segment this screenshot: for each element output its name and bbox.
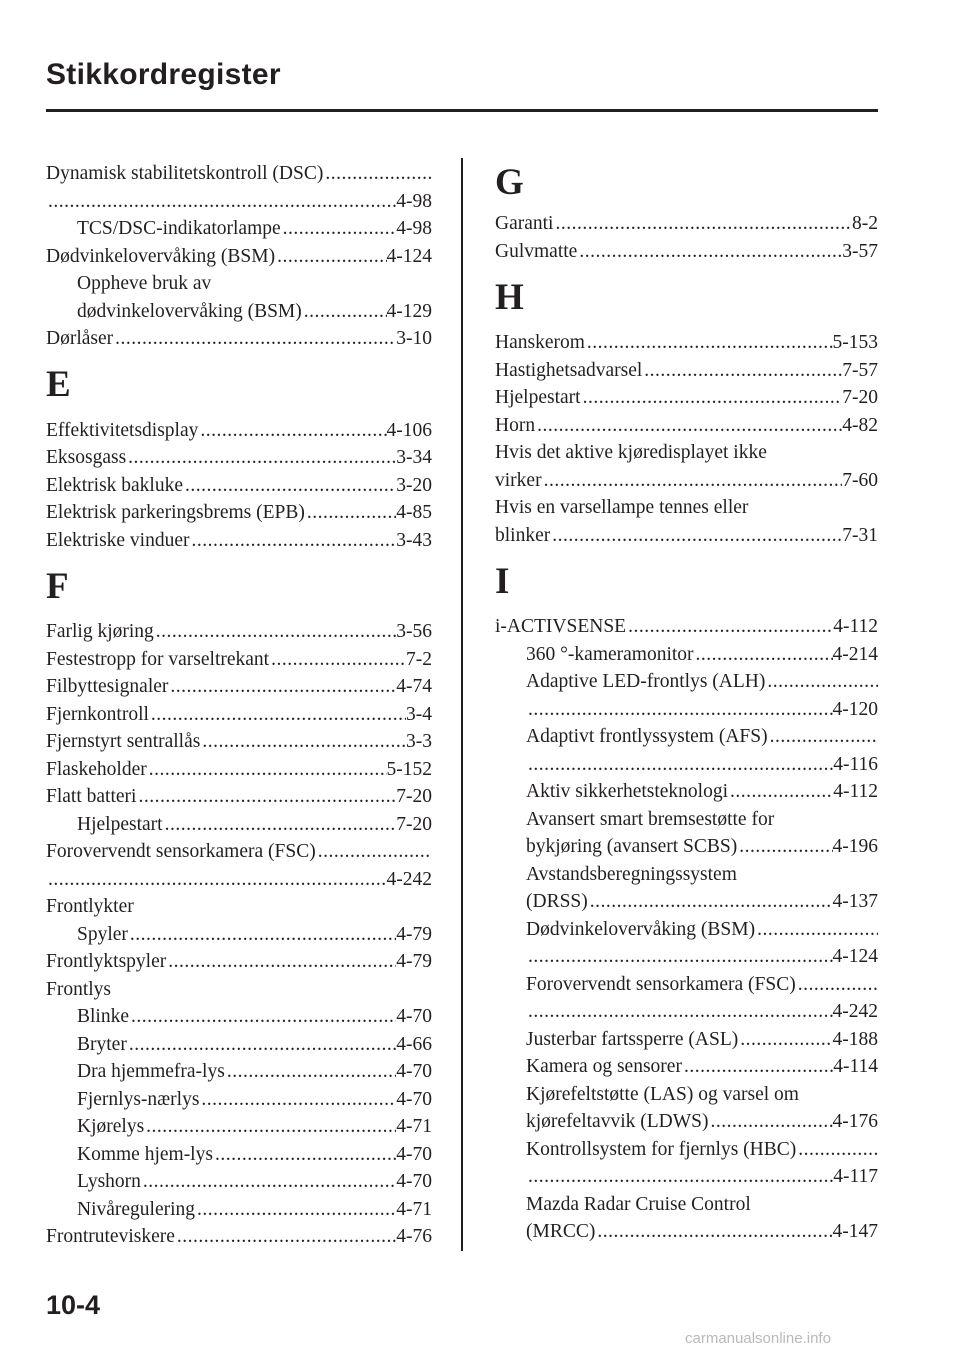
page-reference: 4-70	[396, 1006, 432, 1027]
index-column-left	[46, 160, 432, 1251]
dot-leader	[163, 811, 397, 839]
index-subentry	[495, 778, 878, 806]
index-subentry	[495, 861, 878, 889]
index-entry	[46, 646, 432, 674]
page-reference: 4-79	[396, 923, 432, 945]
dot-leader	[577, 238, 842, 266]
index-entry	[46, 325, 432, 353]
index-subentry	[46, 811, 432, 839]
index-term: (MRCC)	[526, 1221, 596, 1242]
page-reference: 3-10	[396, 328, 432, 349]
index-entry	[46, 728, 432, 756]
index-term: Hanskerom	[495, 332, 585, 353]
index-entry	[46, 756, 432, 784]
index-entry	[46, 527, 432, 555]
index-term: Forovervendt sensorkamera (FSC)	[526, 973, 796, 995]
index-entry	[495, 210, 878, 238]
dot-leader	[281, 215, 397, 243]
index-letter-heading: I	[495, 560, 510, 602]
dot-leader	[316, 838, 432, 866]
index-subentry	[46, 921, 432, 949]
page-reference: 7-31	[842, 524, 878, 546]
dot-leader	[183, 472, 396, 500]
dot-leader	[738, 1026, 832, 1054]
index-entry	[46, 948, 432, 976]
index-subentry	[495, 833, 878, 861]
index-entry	[46, 893, 432, 921]
index-term: Frontlyktspyler	[46, 951, 167, 972]
index-term: Hvis en varsellampe tennes eller	[495, 497, 749, 518]
index-term: Forovervendt sensorkamera (FSC)	[46, 841, 316, 862]
page-reference: 4-74	[396, 676, 432, 697]
index-subentry	[495, 641, 878, 669]
index-subentry	[46, 1003, 432, 1031]
index-subentry	[495, 1218, 878, 1246]
index-entry	[46, 673, 432, 701]
index-entry	[495, 412, 878, 440]
index-term: Dynamisk stabilitetskontroll (DSC)	[46, 163, 324, 184]
index-term: Frontlys	[46, 978, 112, 1000]
index-entry	[46, 1223, 432, 1251]
index-term: bykjøring (avansert SCBS)	[526, 836, 738, 857]
page-reference: 4-98	[396, 190, 432, 212]
page-reference: 4-106	[386, 419, 432, 441]
dot-leader	[275, 243, 386, 271]
page-reference: 3-20	[396, 474, 432, 496]
dot-leader	[737, 833, 832, 861]
page-reference: 3-57	[842, 240, 878, 262]
dot-leader	[526, 751, 833, 779]
dot-leader	[595, 1218, 832, 1246]
index-term: Fjernkontroll	[46, 703, 149, 725]
dot-leader	[149, 701, 406, 729]
page-reference: 7-20	[842, 387, 878, 408]
index-subentry	[495, 943, 878, 971]
page-reference: 7-57	[842, 359, 878, 381]
page-reference: 4-124	[386, 245, 432, 267]
index-term: Oppheve bruk av	[77, 273, 212, 294]
index-term: Effektivitetsdisplay	[46, 419, 199, 441]
index-entry	[46, 444, 432, 472]
dot-leader	[305, 499, 396, 527]
page-reference: 4-71	[396, 1198, 432, 1220]
index-term: Kamera og sensorer	[526, 1056, 682, 1077]
index-subentry	[495, 1081, 878, 1109]
index-column-right	[495, 160, 878, 1246]
index-term: Dra hjemmefra-lys	[77, 1061, 225, 1082]
dot-leader	[553, 210, 852, 238]
index-subentry	[46, 215, 432, 243]
page-reference: 4-70	[396, 1171, 432, 1192]
index-subentry	[495, 1163, 878, 1191]
page-reference: 5-153	[832, 332, 878, 353]
page-reference: 4-114	[833, 1056, 878, 1077]
page-reference: 4-79	[396, 951, 432, 972]
index-letter-heading: E	[46, 364, 71, 405]
dot-leader	[190, 527, 397, 555]
index-subentry	[495, 668, 878, 696]
index-entry	[46, 472, 432, 500]
index-subentry	[495, 806, 878, 834]
dot-leader	[141, 1168, 396, 1196]
index-term: Elektrisk parkeringsbrems (EPB)	[46, 502, 305, 523]
page-reference: 7-60	[842, 469, 878, 491]
dot-leader	[144, 1113, 396, 1141]
dot-leader	[588, 888, 833, 916]
index-subentry	[46, 270, 432, 298]
index-term: Dødvinkelovervåking (BSM)	[46, 245, 276, 267]
page-reference: 4-85	[396, 502, 432, 523]
index-entry	[495, 439, 878, 467]
index-entry	[495, 384, 878, 412]
index-term: Elektrisk bakluke	[46, 474, 184, 496]
index-entry	[495, 238, 878, 266]
page-reference: 4-116	[833, 753, 878, 775]
index-term: Frontruteviskere	[46, 1226, 175, 1247]
index-term: i-ACTIVSENSE	[495, 616, 627, 637]
index-term: Festestropp for varseltrekant	[46, 648, 270, 670]
page-reference: 7-20	[396, 786, 432, 807]
page-reference: 4-70	[396, 1061, 432, 1082]
page-reference: 3-3	[406, 731, 432, 752]
page-reference: 4-117	[833, 1166, 878, 1187]
index-subentry	[495, 1108, 878, 1136]
index-term: Dørlåser	[46, 328, 114, 349]
index-term: kjørefeltavvik (LDWS)	[526, 1111, 709, 1132]
index-entry	[46, 243, 432, 271]
index-subentry	[495, 696, 878, 724]
dot-leader	[542, 467, 843, 495]
page-reference: 4-98	[396, 218, 432, 239]
watermark: carmanualsonline.info	[685, 1330, 831, 1347]
index-entry	[46, 783, 432, 811]
index-entry	[495, 522, 878, 550]
page-title: Stikkordregister	[46, 58, 281, 91]
dot-leader	[199, 1086, 396, 1114]
index-term: Filbyttesignaler	[46, 676, 169, 697]
index-subentry	[495, 1053, 878, 1081]
page-reference: 4-66	[396, 1033, 432, 1055]
index-term: Horn	[495, 414, 536, 436]
dot-leader	[269, 646, 406, 674]
index-term: Kjørelys	[77, 1116, 145, 1137]
index-term: Adaptive LED-frontlys (ALH)	[526, 671, 766, 692]
index-subentry	[46, 1168, 432, 1196]
page-reference: 7-20	[396, 813, 432, 835]
index-term: Kjørefeltstøtte (LAS) og varsel om	[526, 1083, 799, 1105]
dot-leader	[195, 1196, 396, 1224]
index-subentry	[46, 298, 432, 326]
index-entry	[495, 329, 878, 357]
index-term: dødvinkelovervåking (BSM)	[77, 300, 302, 322]
index-subentry	[495, 1026, 878, 1054]
index-subentry	[495, 998, 878, 1026]
page-reference: 4-70	[396, 1143, 432, 1165]
dot-leader	[765, 668, 878, 696]
dot-leader	[526, 998, 833, 1026]
index-subentry	[495, 971, 878, 999]
dot-leader	[526, 943, 833, 971]
page-reference: 4-112	[833, 781, 878, 802]
page-reference: 4-242	[386, 868, 432, 890]
page-reference: 8-2	[852, 213, 878, 234]
index-term: Fjernstyrt sentrallås	[46, 731, 201, 752]
dot-leader	[147, 756, 387, 784]
index-term: Kontrollsystem for fjernlys (HBC)	[526, 1138, 797, 1160]
index-subentry	[46, 1058, 432, 1086]
index-term: Fjernlys-nærlys	[77, 1088, 200, 1110]
dot-leader	[129, 1003, 396, 1031]
page-reference: 3-56	[396, 621, 432, 642]
dot-leader	[585, 329, 833, 357]
index-term: Hjelpestart	[77, 813, 163, 835]
index-entry	[46, 618, 432, 646]
index-term: Spyler	[77, 923, 128, 945]
index-term: Dødvinkelovervåking (BSM)	[526, 918, 756, 940]
dot-leader	[175, 1223, 396, 1251]
index-entry	[46, 160, 432, 188]
dot-leader	[127, 1031, 396, 1059]
page-reference: 4-242	[832, 1001, 878, 1022]
index-subentry	[46, 1113, 432, 1141]
dot-leader	[323, 160, 432, 188]
index-letter-heading: G	[495, 162, 524, 203]
index-subentry	[495, 1136, 878, 1164]
page-reference: 4-147	[832, 1221, 878, 1242]
index-subentry	[46, 1086, 432, 1114]
index-term: TCS/DSC-indikatorlampe	[77, 218, 281, 239]
page-reference: 4-70	[396, 1088, 432, 1110]
dot-leader	[796, 971, 878, 999]
page-reference: 4-112	[833, 616, 878, 637]
index-subentry	[495, 723, 878, 751]
page-reference: 3-34	[396, 447, 432, 468]
index-term: Flatt batteri	[46, 786, 137, 807]
index-term: Gulvmatte	[495, 240, 578, 262]
dot-leader	[581, 384, 843, 412]
index-term: Avstandsberegningssystem	[526, 863, 737, 885]
dot-leader	[682, 1053, 833, 1081]
dot-leader	[642, 357, 842, 385]
index-entry	[46, 976, 432, 1004]
header-rule	[46, 109, 878, 112]
dot-leader	[796, 1136, 878, 1164]
page-reference: 4-120	[832, 698, 878, 720]
index-term: Garanti	[495, 213, 554, 234]
dot-leader	[728, 778, 833, 806]
dot-leader	[200, 728, 406, 756]
dot-leader	[198, 417, 386, 445]
index-term: Frontlykter	[46, 896, 134, 917]
index-entry	[46, 188, 432, 216]
page-reference: 4-129	[386, 300, 432, 322]
index-term: Flaskeholder	[46, 758, 147, 780]
index-term: Mazda Radar Cruise Control	[526, 1193, 751, 1215]
index-subentry	[46, 1141, 432, 1169]
index-term: virker	[495, 469, 542, 491]
dot-leader	[694, 641, 833, 669]
dot-leader	[225, 1058, 396, 1086]
page-reference: 4-71	[396, 1116, 432, 1137]
index-term: blinker	[495, 524, 551, 546]
page-reference: 4-82	[842, 414, 878, 436]
dot-leader	[626, 613, 833, 641]
index-term: Farlig kjøring	[46, 621, 154, 642]
dot-leader	[136, 783, 396, 811]
index-subentry	[495, 751, 878, 779]
index-term: Nivåregulering	[77, 1198, 196, 1220]
dot-leader	[168, 673, 396, 701]
column-divider	[461, 158, 463, 1251]
index-entry	[495, 357, 878, 385]
page-reference: 4-137	[832, 891, 878, 912]
index-term: Elektriske vinduer	[46, 529, 190, 551]
dot-leader	[166, 948, 396, 976]
page-reference: 4-188	[832, 1028, 878, 1050]
dot-leader	[113, 325, 396, 353]
index-subentry	[495, 916, 878, 944]
index-term: Justerbar fartssperre (ASL)	[526, 1028, 739, 1050]
index-subentry	[46, 1031, 432, 1059]
dot-leader	[550, 522, 842, 550]
index-term: Adaptivt frontlyssystem (AFS)	[526, 726, 768, 747]
dot-leader	[128, 921, 396, 949]
dot-leader	[768, 723, 878, 751]
page-reference: 4-196	[832, 836, 878, 857]
dot-leader	[126, 444, 396, 472]
index-entry	[495, 494, 878, 522]
dot-leader	[526, 1163, 833, 1191]
dot-leader	[535, 412, 842, 440]
dot-leader	[46, 866, 387, 894]
index-term: (DRSS)	[526, 891, 588, 912]
page-reference: 3-43	[396, 529, 432, 551]
index-term: Lyshorn	[77, 1171, 141, 1192]
index-term: Avansert smart bremsestøtte for	[526, 808, 775, 830]
index-entry	[46, 838, 432, 866]
index-term: 360 °-kameramonitor	[526, 643, 694, 665]
dot-leader	[708, 1108, 832, 1136]
index-term: Komme hjem-lys	[77, 1143, 213, 1165]
index-entry	[46, 417, 432, 445]
page-reference: 3-4	[406, 703, 432, 725]
dot-leader	[755, 916, 878, 944]
index-entry	[495, 467, 878, 495]
index-subentry	[495, 888, 878, 916]
index-entry	[46, 701, 432, 729]
index-term: Hjelpestart	[495, 387, 581, 408]
dot-leader	[154, 618, 396, 646]
page-reference: 4-214	[832, 643, 878, 665]
index-entry	[46, 499, 432, 527]
index-letter-heading: F	[46, 565, 69, 607]
index-letter-heading: H	[495, 276, 524, 318]
page-reference: 7-2	[406, 648, 432, 670]
index-subentry	[495, 1191, 878, 1219]
page-reference: 5-152	[386, 758, 432, 780]
index-subentry	[46, 1196, 432, 1224]
index-term: Aktiv sikkerhetsteknologi	[526, 781, 729, 802]
index-term: Hastighetsadvarsel	[495, 359, 643, 381]
page-reference: 4-76	[396, 1226, 432, 1247]
dot-leader	[46, 188, 396, 216]
page-reference: 4-124	[832, 946, 878, 967]
dot-leader	[213, 1141, 396, 1169]
index-term: Blinke	[77, 1006, 129, 1027]
page-number: 10-4	[46, 1290, 101, 1320]
dot-leader	[526, 696, 833, 724]
page-reference: 4-176	[832, 1111, 878, 1132]
dot-leader	[302, 298, 387, 326]
index-term: Bryter	[77, 1033, 127, 1055]
index-entry	[495, 613, 878, 641]
index-term: Eksosgass	[46, 447, 127, 468]
index-entry	[46, 866, 432, 894]
index-term: Hvis det aktive kjøredisplayet ikke	[495, 442, 767, 463]
